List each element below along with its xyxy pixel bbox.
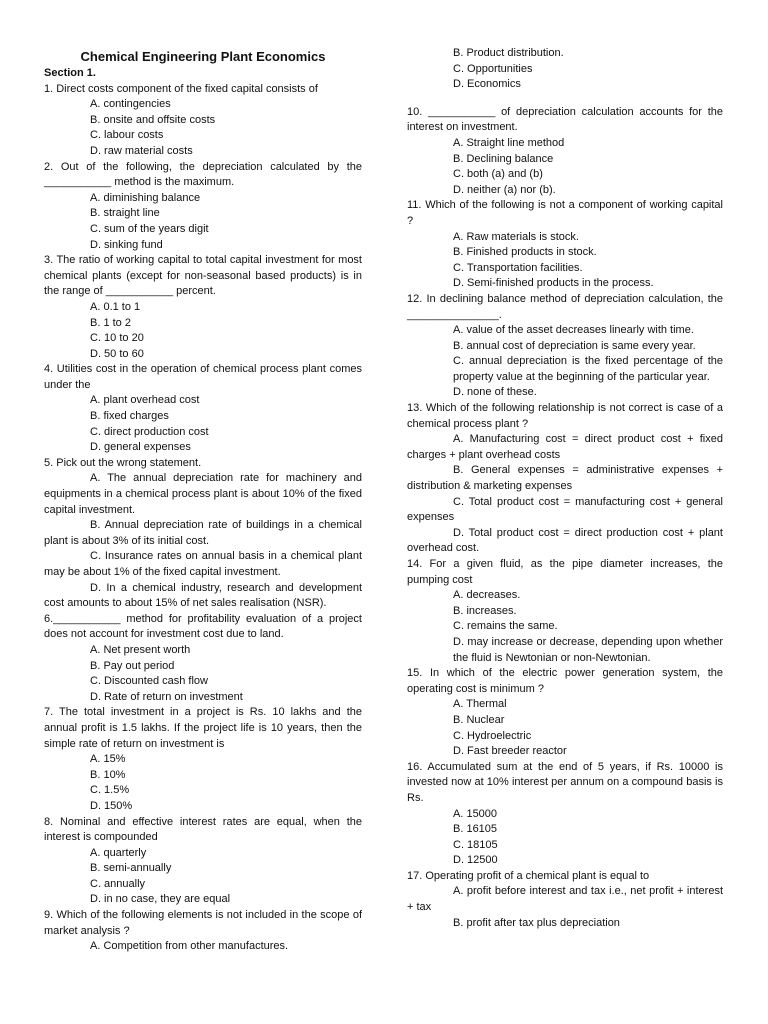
question-text: 6.___________ method for profitability evaluation of a project does not account for investment cost due to land. <box>44 612 362 641</box>
answer-option: C. labour costs <box>90 129 164 142</box>
answer-option: B. onsite and offsite costs <box>90 113 216 126</box>
answer-option: A. Thermal <box>453 698 507 711</box>
answer-option: A. decreases. <box>453 589 521 602</box>
question-text: 5. Pick out the wrong statement. <box>44 456 202 469</box>
answer-option: B. 1 to 2 <box>90 316 131 329</box>
spacer <box>407 93 723 105</box>
answer-option: A. diminishing balance <box>90 191 201 204</box>
answer-option: D. 12500 <box>453 854 498 867</box>
answer-option: A. Competition from other manufactures. <box>90 940 289 953</box>
option-paragraph: A. The annual depreciation rate for machinery and equipments in a chemical process plant is about 10% of the fixed capital investment. <box>44 472 362 516</box>
right-question-list <box>407 46 723 931</box>
question-text: 14. For a given fluid, as the pipe diameter increases, the pumping cost <box>407 558 723 586</box>
answer-option: A. value of the asset decreases linearly with time. <box>453 324 694 337</box>
answer-option: A. 15000 <box>453 807 498 820</box>
answer-option: B. straight line <box>90 207 160 220</box>
answer-option: A. Net present worth <box>90 643 191 656</box>
answer-option: C. 1.5% <box>90 784 130 797</box>
question-text: 1. Direct costs component of the fixed capital consists of <box>44 82 318 95</box>
question-text: 4. Utilities cost in the operation of chemical process plant comes under the <box>44 363 362 391</box>
answer-option: D. Rate of return on investment <box>90 690 243 703</box>
answer-option: C. direct production cost <box>90 425 209 438</box>
section-heading: Section 1. <box>44 67 96 79</box>
answer-option: C. Hydroelectric <box>453 729 532 742</box>
option-paragraph: C. Insurance rates on annual basis in a chemical plant may be about 1% of the fixed capital investment. <box>44 550 362 578</box>
question-text: 16. Accumulated sum at the end of 5 years, if Rs. 10000 is invested now at 10% interest per annum on a compound basis is Rs. <box>407 760 723 804</box>
answer-option: D. may increase or decrease, depending upon whether the fluid is Newtonian or non-Newtonian. <box>453 635 723 664</box>
question-text: 7. The total investment in a project is Rs. 10 lakhs and the annual profit is 1.5 lakhs. If the project life is 10 years, then the simple rate of return on investment is <box>44 706 362 750</box>
answer-option: C. sum of the years digit <box>90 222 209 235</box>
answer-option: C. Opportunities <box>453 62 533 75</box>
option-paragraph: B. Annual depreciation rate of buildings in a chemical plant is about 3% of its initial cost. <box>44 519 362 547</box>
answer-option: D. 150% <box>90 799 133 812</box>
question-text: 12. In declining balance method of depreciation calculation, the _______________. <box>407 292 723 321</box>
right-column <box>407 46 723 931</box>
answer-option: A. quarterly <box>90 846 147 859</box>
answer-option: B. semi-annually <box>90 862 172 875</box>
option-paragraph: A. profit before interest and tax i.e., net profit + interest + tax <box>407 885 723 914</box>
document-title: Chemical Engineering Plant Economics <box>80 49 326 64</box>
option-paragraph: A. Manufacturing cost = direct product cost + fixed charges + plant overhead costs <box>407 433 723 461</box>
answer-option: C. 18105 <box>453 838 498 851</box>
answer-option: B. 10% <box>90 768 126 781</box>
option-paragraph: D. In a chemical industry, research and development cost amounts to about 15% of net sales realisation (NSR). <box>44 581 362 610</box>
question-text: 13. Which of the following relationship is not correct is case of a chemical process plant ? <box>407 402 723 430</box>
answer-option: B. increases. <box>453 604 517 617</box>
answer-option: D. neither (a) nor (b). <box>453 183 556 196</box>
option-paragraph: C. Total product cost = manufacturing cost + general expenses <box>407 495 723 524</box>
left-column <box>44 48 362 955</box>
answer-option: A. 15% <box>90 753 126 766</box>
answer-option: B. Pay out period <box>90 659 175 672</box>
answer-option: A. Raw materials is stock. <box>453 230 579 243</box>
answer-option: C. 10 to 20 <box>90 332 144 345</box>
answer-option: B. Product distribution. <box>453 47 564 59</box>
answer-option: D. none of these. <box>453 386 537 399</box>
answer-option: D. Economics <box>453 78 521 91</box>
question-text: 9. Which of the following elements is not included in the scope of market analysis ? <box>44 909 362 937</box>
answer-option: B. fixed charges <box>90 410 169 423</box>
option-paragraph: D. Total product cost = direct production cost + plant overhead cost. <box>407 526 723 555</box>
answer-option: D. 50 to 60 <box>90 347 144 360</box>
question-text: 3. The ratio of working capital to total capital investment for most chemical plants (except for non-seasonal based products) is in the range of ___________ percent. <box>44 254 362 298</box>
answer-option: C. annually <box>90 877 146 890</box>
answer-option: A. plant overhead cost <box>90 394 200 407</box>
answer-option: D. Semi-finished products in the process. <box>453 277 654 290</box>
answer-option: C. Transportation facilities. <box>453 261 583 274</box>
answer-option: A. 0.1 to 1 <box>90 300 141 313</box>
answer-option: D. Fast breeder reactor <box>453 745 567 758</box>
answer-option: D. raw material costs <box>90 144 193 157</box>
answer-option: C. annual depreciation is the fixed percentage of the property value at the beginning of the particular year. <box>453 355 723 383</box>
answer-option: B. Nuclear <box>453 713 505 726</box>
answer-option: B. profit after tax plus depreciation <box>453 916 620 929</box>
answer-option: C. both (a) and (b) <box>453 168 543 181</box>
answer-option: B. annual cost of depreciation is same every year. <box>453 339 696 352</box>
answer-option: B. Finished products in stock. <box>453 246 597 259</box>
question-text: 10. ___________ of depreciation calculation accounts for the interest on investment. <box>407 105 723 134</box>
question-text: 17. Operating profit of a chemical plant is equal to <box>407 869 650 882</box>
answer-option: C. Discounted cash flow <box>90 675 208 688</box>
question-text: 15. In which of the electric power generation system, the operating cost is minimum ? <box>407 667 723 695</box>
answer-option: A. Straight line method <box>453 136 565 149</box>
answer-option: C. remains the same. <box>453 620 558 633</box>
left-question-list <box>44 82 362 955</box>
answer-option: D. in no case, they are equal <box>90 893 231 906</box>
option-paragraph: B. General expenses = administrative expenses + distribution & marketing expenses <box>407 464 723 493</box>
question-text: 2. Out of the following, the depreciation calculated by the ___________ method is the maximum. <box>44 160 362 189</box>
question-text: 11. Which of the following is not a component of working capital ? <box>407 199 723 227</box>
answer-option: D. general expenses <box>90 441 191 454</box>
answer-option: A. contingencies <box>90 98 171 111</box>
answer-option: B. 16105 <box>453 823 498 836</box>
question-text: 8. Nominal and effective interest rates are equal, when the interest is compounded <box>44 815 362 844</box>
answer-option: D. sinking fund <box>90 238 163 251</box>
answer-option: B. Declining balance <box>453 152 554 165</box>
